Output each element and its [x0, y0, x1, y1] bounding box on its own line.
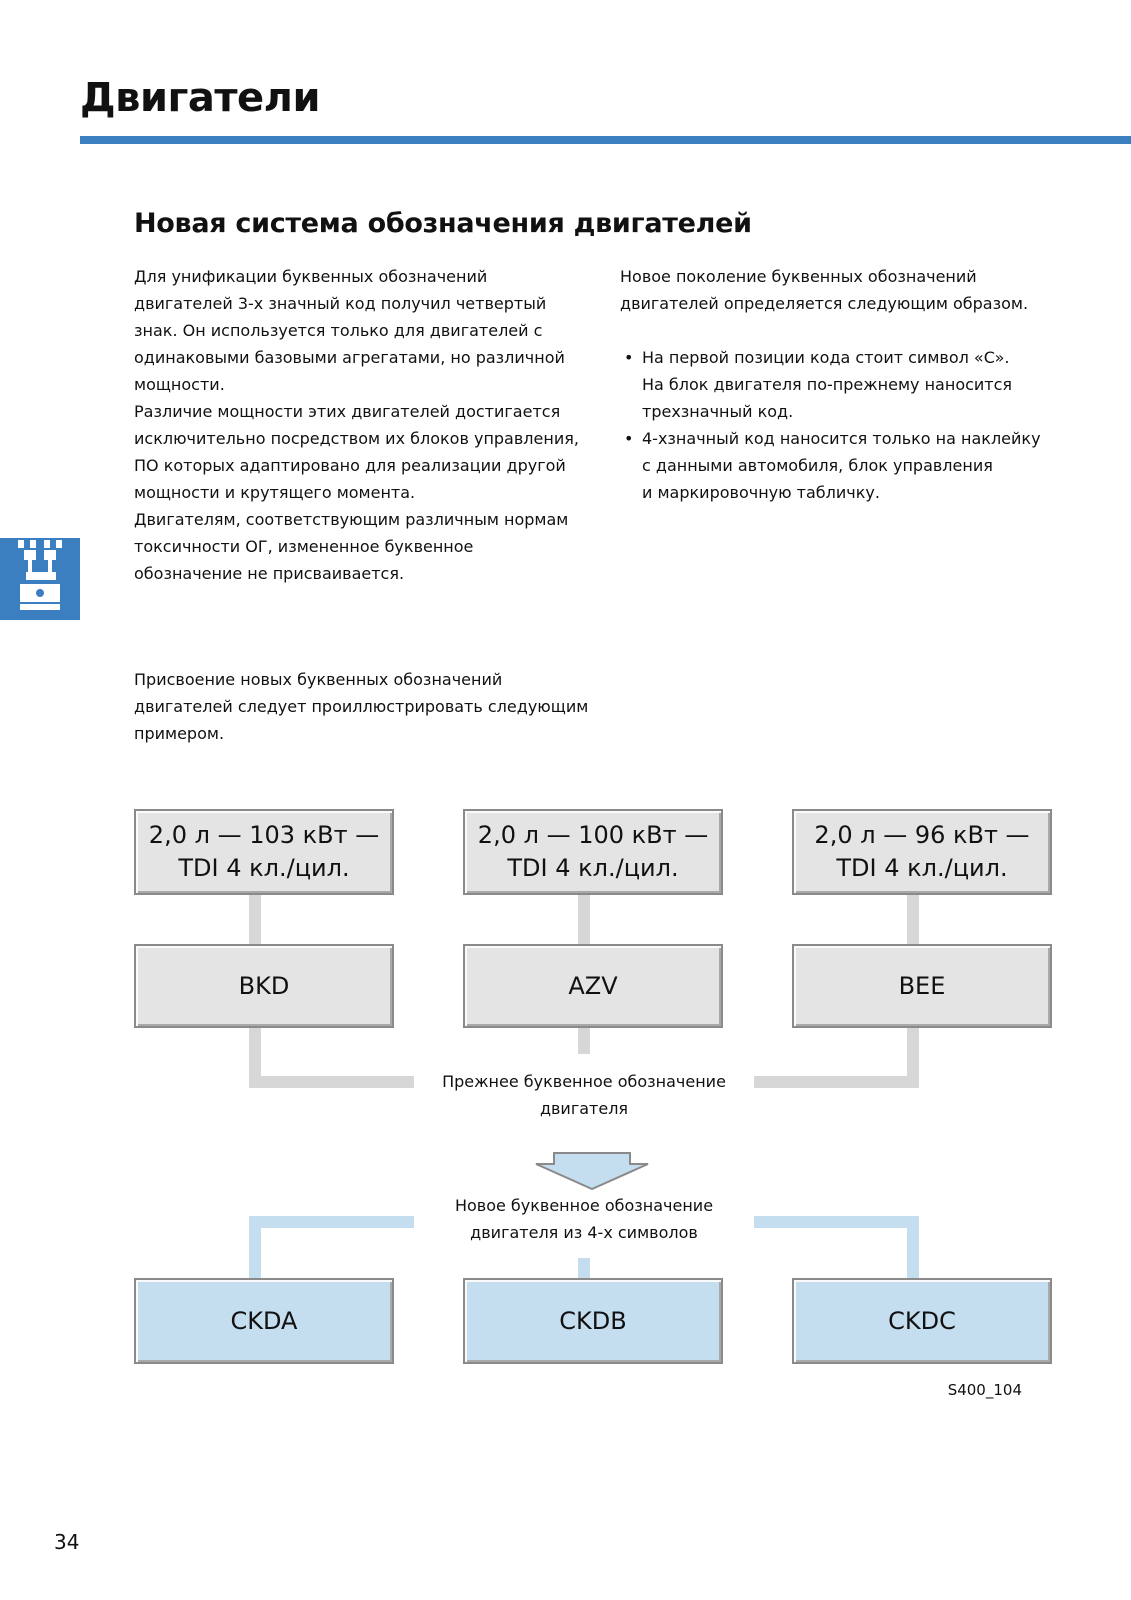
old-code-box	[463, 944, 723, 1028]
old-code-text: AZV	[568, 972, 618, 1000]
connector-line	[249, 1216, 414, 1228]
new-code-box	[463, 1278, 723, 1364]
paragraph: Присвоение новых буквенных обозначений двигателей следует проиллюстрировать следующим примером.	[134, 670, 589, 743]
right-column-text	[620, 263, 1050, 506]
example-intro	[134, 666, 594, 747]
connector-line	[754, 1076, 919, 1088]
paragraph: Для унификации буквенных обозначений двигателей 3-х значный код получил четвертый знак. Он используется только для двигателей с одинаковыми базовыми агрегатами, но различной мощности.	[134, 267, 565, 394]
down-arrow-icon	[534, 1152, 650, 1190]
new-code-text: CKDA	[230, 1307, 298, 1335]
engine-spec-box	[463, 809, 723, 895]
connector-line	[578, 895, 590, 944]
figure-reference: S400_104	[947, 1381, 1022, 1399]
list-item-text: На первой позиции кода стоит символ «C». На блок двигателя по-прежнему наносится трехзначный код.	[642, 348, 1013, 421]
new-code-text: CKDC	[888, 1307, 956, 1335]
paragraph: Двигателям, соответствующим различным нормам токсичности ОГ, измененное буквенное обозначение не присваивается.	[134, 510, 569, 583]
page-title: Двигатели	[80, 75, 320, 121]
connector-line	[578, 1258, 590, 1278]
old-code-text: BEE	[898, 972, 946, 1000]
list-item-text: 4-хзначный код наносится только на наклейку с данными автомобиля, блок управления и маркировочную табличку.	[642, 429, 1041, 502]
new-code-box	[792, 1278, 1052, 1364]
bullet-icon: •	[624, 348, 634, 367]
engine-spec-text: 2,0 л — 100 кВт — TDI 4 кл./цил.	[477, 821, 709, 882]
connector-line	[754, 1216, 919, 1228]
paragraph: Различие мощности этих двигателей достигается исключительно посредством их блоков управления, ПО которых адаптировано для реализации другой мощности и крутящего момента.	[134, 402, 579, 502]
list-item	[620, 425, 1050, 506]
page-number: 34	[54, 1530, 80, 1554]
list-item	[620, 344, 1050, 425]
old-code-label: Прежнее буквенное обозначение двигателя	[442, 1072, 726, 1118]
left-column-text	[134, 263, 584, 587]
connector-line	[578, 1028, 590, 1054]
paragraph: Новое поколение буквенных обозначений двигателей определяется следующим образом.	[620, 267, 1029, 313]
old-code-box	[134, 944, 394, 1028]
engine-spec-box	[134, 809, 394, 895]
bullet-list	[620, 344, 1050, 506]
title-rule	[80, 136, 1131, 144]
connector-line	[907, 895, 919, 944]
new-code-label: Новое буквенное обозначение двигателя из 4-х символов	[454, 1196, 714, 1242]
engine-spec-box	[792, 809, 1052, 895]
section-heading: Новая система обозначения двигателей	[134, 208, 752, 239]
engine-spec-text: 2,0 л — 103 кВт — TDI 4 кл./цил.	[148, 821, 380, 882]
new-code-text: CKDB	[559, 1307, 627, 1335]
chapter-tab	[0, 538, 80, 620]
old-code-box	[792, 944, 1052, 1028]
bullet-icon: •	[624, 429, 634, 448]
engine-spec-text: 2,0 л — 96 кВт — TDI 4 кл./цил.	[814, 821, 1030, 882]
connector-line	[249, 1076, 414, 1088]
new-code-box	[134, 1278, 394, 1364]
old-code-text: BKD	[238, 972, 290, 1000]
engine-piston-icon	[0, 538, 80, 620]
connector-line	[249, 895, 261, 944]
